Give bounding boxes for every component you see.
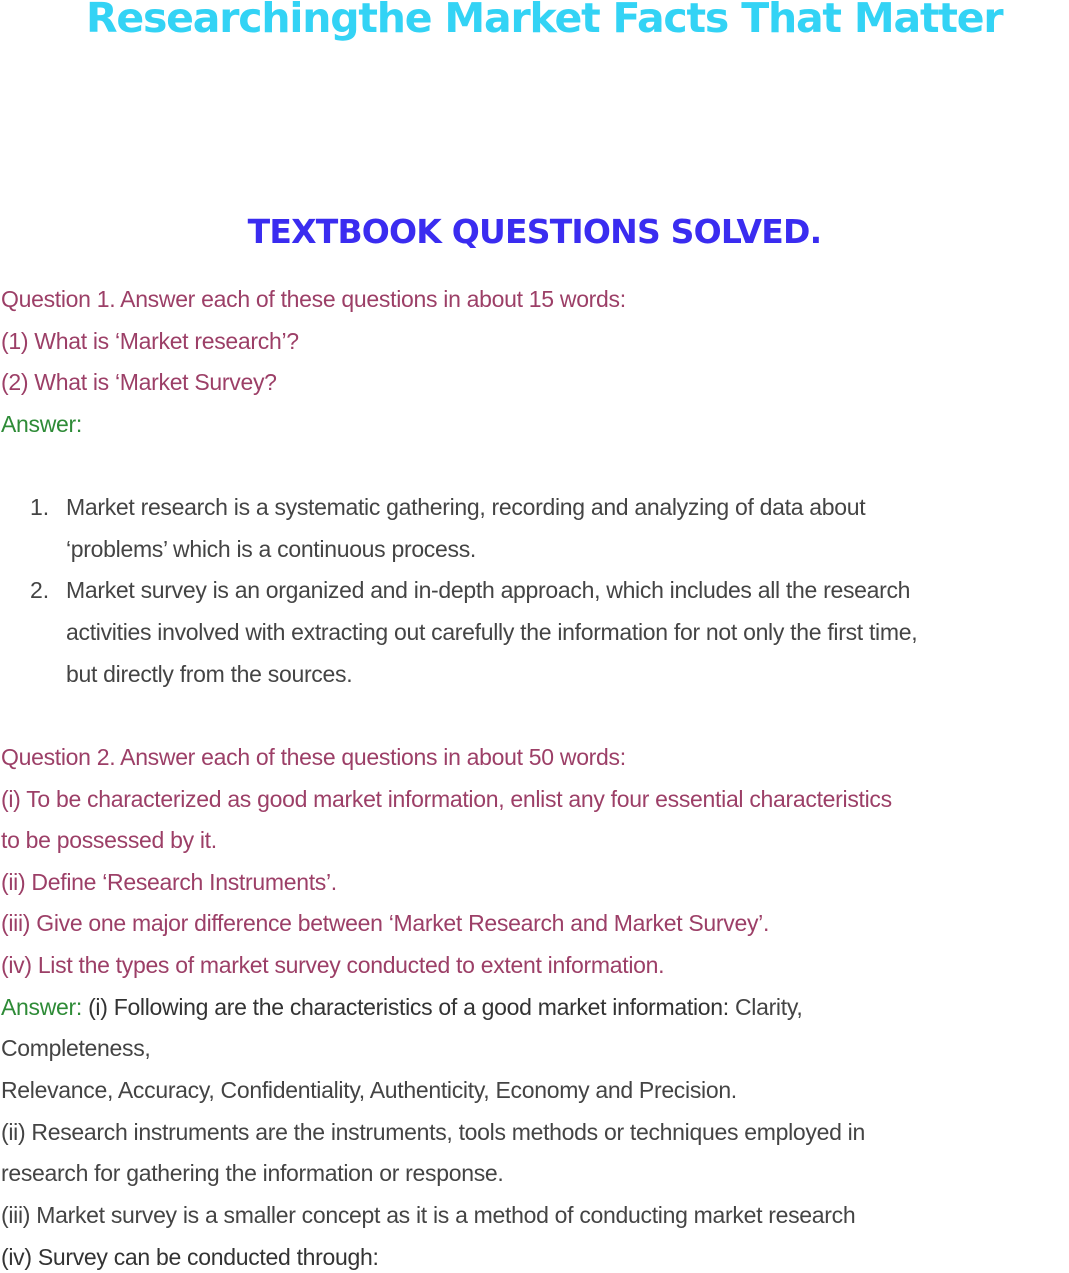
answer-line: (iii) Market survey is a smaller concept as it is a method of conducting market research — [1, 1202, 856, 1228]
question-2-item: (i) To be characterized as good market information, enlist any four essential characteristics — [1, 786, 892, 812]
answer-label: Answer: — [1, 411, 82, 437]
answer-2-first-line — [1, 994, 802, 1021]
question-1-item: (2) What is ‘Market Survey? — [1, 369, 277, 395]
answer-2-line: but directly from the sources. — [66, 661, 353, 687]
question-1-heading: Question 1. Answer each of these questions in about 15 words: — [1, 286, 626, 312]
question-1-item: (1) What is ‘Market research’? — [1, 328, 299, 354]
question-2-item: (iii) Give one major difference between ‘Market Research and Market Survey’. — [1, 910, 770, 936]
answer-1-line: ‘problems’ which is a continuous process. — [66, 536, 476, 562]
answer-1-line: Market research is a systematic gathering, recording and analyzing of data about — [66, 494, 866, 520]
question-2-heading: Question 2. Answer each of these questions in about 50 words: — [1, 744, 626, 770]
answer-label: Answer: — [1, 994, 82, 1020]
answer-line: Relevance, Accuracy, Confidentiality, Authenticity, Economy and Precision. — [1, 1077, 737, 1103]
answer-i-lead: (i) Following are the characteristics of a good market information: — [81, 994, 729, 1020]
question-2-item: to be possessed by it. — [1, 827, 217, 853]
answer-line: Completeness, — [1, 1035, 151, 1061]
answer-iv-line: (iv) Survey can be conducted through: — [1, 1244, 379, 1270]
page-title: Researchingthe Market Facts That Matter — [86, 0, 1003, 42]
answer-2-line: Market survey is an organized and in-depth approach, which includes all the research — [66, 577, 911, 603]
answer-2-line: activities involved with extracting out carefully the information for not only the first time, — [66, 619, 918, 645]
section-heading: TEXTBOOK QUESTIONS SOLVED. — [247, 212, 822, 251]
list-number: 2. — [30, 577, 50, 603]
answer-i-rest: Clarity, — [728, 994, 803, 1020]
question-2-item: (iv) List the types of market survey conducted to extent information. — [1, 952, 665, 978]
question-2-item: (ii) Define ‘Research Instruments’. — [1, 869, 337, 895]
answer-line: (ii) Research instruments are the instruments, tools methods or techniques employed in — [1, 1119, 865, 1145]
list-number: 1. — [30, 494, 50, 520]
answer-line: research for gathering the information or response. — [1, 1160, 504, 1186]
